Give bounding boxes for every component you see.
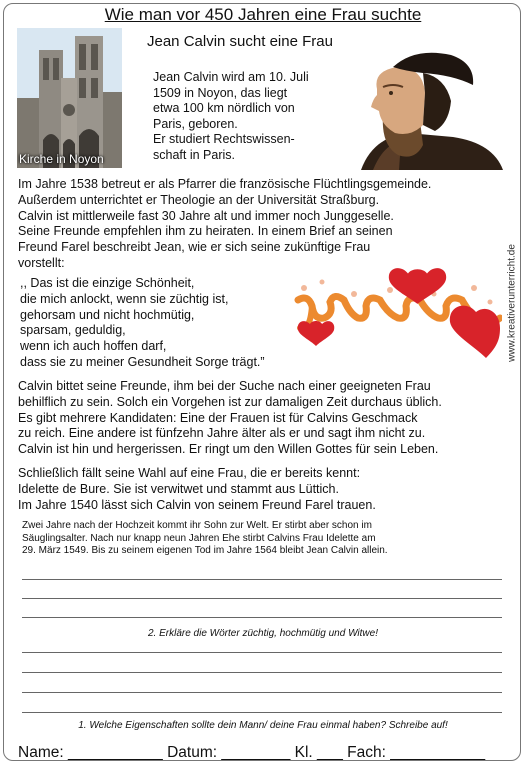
answer-line[interactable] (22, 579, 502, 580)
paragraph-line: Außerdem unterrichtet er Theologie an der Universität Straßburg. (18, 192, 380, 207)
page-title: Wie man vor 450 Jahren eine Frau suchte (104, 5, 422, 24)
quote-line: dass sie zu meiner Gesundheit Sorge trägt.” (20, 354, 265, 369)
epilogue-text (22, 520, 502, 558)
paragraph-line: Schließlich fällt seine Wahl auf eine Frau, die er bereits kennt: (18, 466, 361, 480)
hearts-swirl-illustration (294, 268, 502, 368)
task-2: 2. Erkläre die Wörter züchtig, hochmütig und Witwe! (147, 628, 378, 639)
paragraph-line: Idelette de Bure. Sie ist verwitwet und stammt aus Lüttich. (18, 481, 339, 496)
paragraph-line: Es gibt mehrere Kandidaten: Eine der Frauen ist für Calvins Geschmack (18, 410, 418, 425)
intro-line: Er studiert Rechtswissen- (153, 132, 295, 146)
intro-line: etwa 100 km nördlich von (153, 101, 295, 115)
paragraph-1 (18, 177, 513, 272)
quote-line: ,, Das ist die einzige Schönheit, (20, 276, 195, 290)
paragraph-line: Freund Farel beschreibt Jean, wie er sich seine zukünftige Frau (18, 240, 371, 255)
portrait-illustration (353, 45, 511, 170)
paragraph-line: Im Jahre 1540 lässt sich Calvin von seinem Freund Farel trauen. (18, 497, 376, 512)
intro-line: 1509 in Noyon, das liegt (153, 85, 288, 100)
intro-line: schaft in Paris. (153, 147, 235, 162)
answer-line[interactable] (22, 672, 502, 673)
subtitle: Jean Calvin sucht eine Frau (147, 33, 333, 50)
epilogue-line: Zwei Jahre nach der Hochzeit kommt ihr Sohn zur Welt. Er stirbt aber schon im (22, 520, 372, 531)
quote-line: sparsam, geduldig, (20, 323, 126, 338)
intro-line: Paris, geboren. (153, 116, 238, 131)
paragraph-2 (18, 379, 513, 458)
answer-line[interactable] (22, 712, 502, 713)
paragraph-line: vorstellt: (18, 255, 65, 270)
intro-text (153, 70, 343, 163)
quote (20, 276, 320, 371)
intro-line: Jean Calvin wird am 10. Juli (153, 70, 309, 84)
quote-line: die mich anlockt, wenn sie züchtig ist, (20, 291, 229, 306)
task-1: 1. Welche Eigenschaften sollte dein Mann/ deine Frau einmal haben? Schreibe auf! (78, 720, 448, 731)
paragraph-3 (18, 466, 513, 513)
paragraph-line: Calvin ist hin und hergerissen. Er ringt um den Willen Gottes für sein Leben. (18, 442, 439, 457)
paragraph-line: Seine Freunde empfehlen ihm zu heiraten. In einem Brief an seinen (18, 224, 393, 239)
paragraph-line: Im Jahre 1538 betreut er als Pfarrer die französische Flüchtlingsgemeinde. (18, 177, 432, 191)
epilogue-line: 29. März 1549. Bis zu seinem eigenen Tod im Jahre 1564 bleibt Jean Calvin allein. (22, 545, 388, 556)
website-text: www.kreativerunterricht.de (506, 244, 518, 362)
quote-line: gehorsam und nicht hochmütig, (20, 307, 195, 322)
quote-line: wenn ich auch hoffen darf, (20, 339, 167, 354)
church-illustration (17, 28, 122, 168)
footer-fields[interactable]: Name: ___________ Datum: ________ Kl. ___ Fach: ___________ (18, 744, 486, 761)
paragraph-line: Calvin bittet seine Freunde, ihm bei der Suche nach einer geeigneten Frau (18, 379, 431, 393)
paragraph-line: behilflich zu sein. Solch ein Vorgehen ist zur damaligen Zeit durchaus üblich. (18, 394, 442, 409)
epilogue-line: Säuglingsalter. Nach nur knapp neun Jahren Ehe stirbt Calvins Frau Idelette am (22, 532, 376, 544)
paragraph-line: zu reich. Eine andere ist fünfzehn Jahre älter als er und sagt ihm nicht zu. (18, 426, 426, 441)
church-photo (17, 28, 122, 168)
answer-line[interactable] (22, 652, 502, 653)
answer-line[interactable] (22, 617, 502, 618)
answer-line[interactable] (22, 692, 502, 693)
answer-line[interactable] (22, 598, 502, 599)
calvin-portrait (353, 45, 511, 170)
hearts-decoration (294, 268, 502, 368)
photo-caption: Kirche in Noyon (19, 152, 104, 166)
website-credit (506, 233, 518, 373)
paragraph-line: Calvin ist mittlerweile fast 30 Jahre alt und immer noch Junggeselle. (18, 208, 394, 223)
